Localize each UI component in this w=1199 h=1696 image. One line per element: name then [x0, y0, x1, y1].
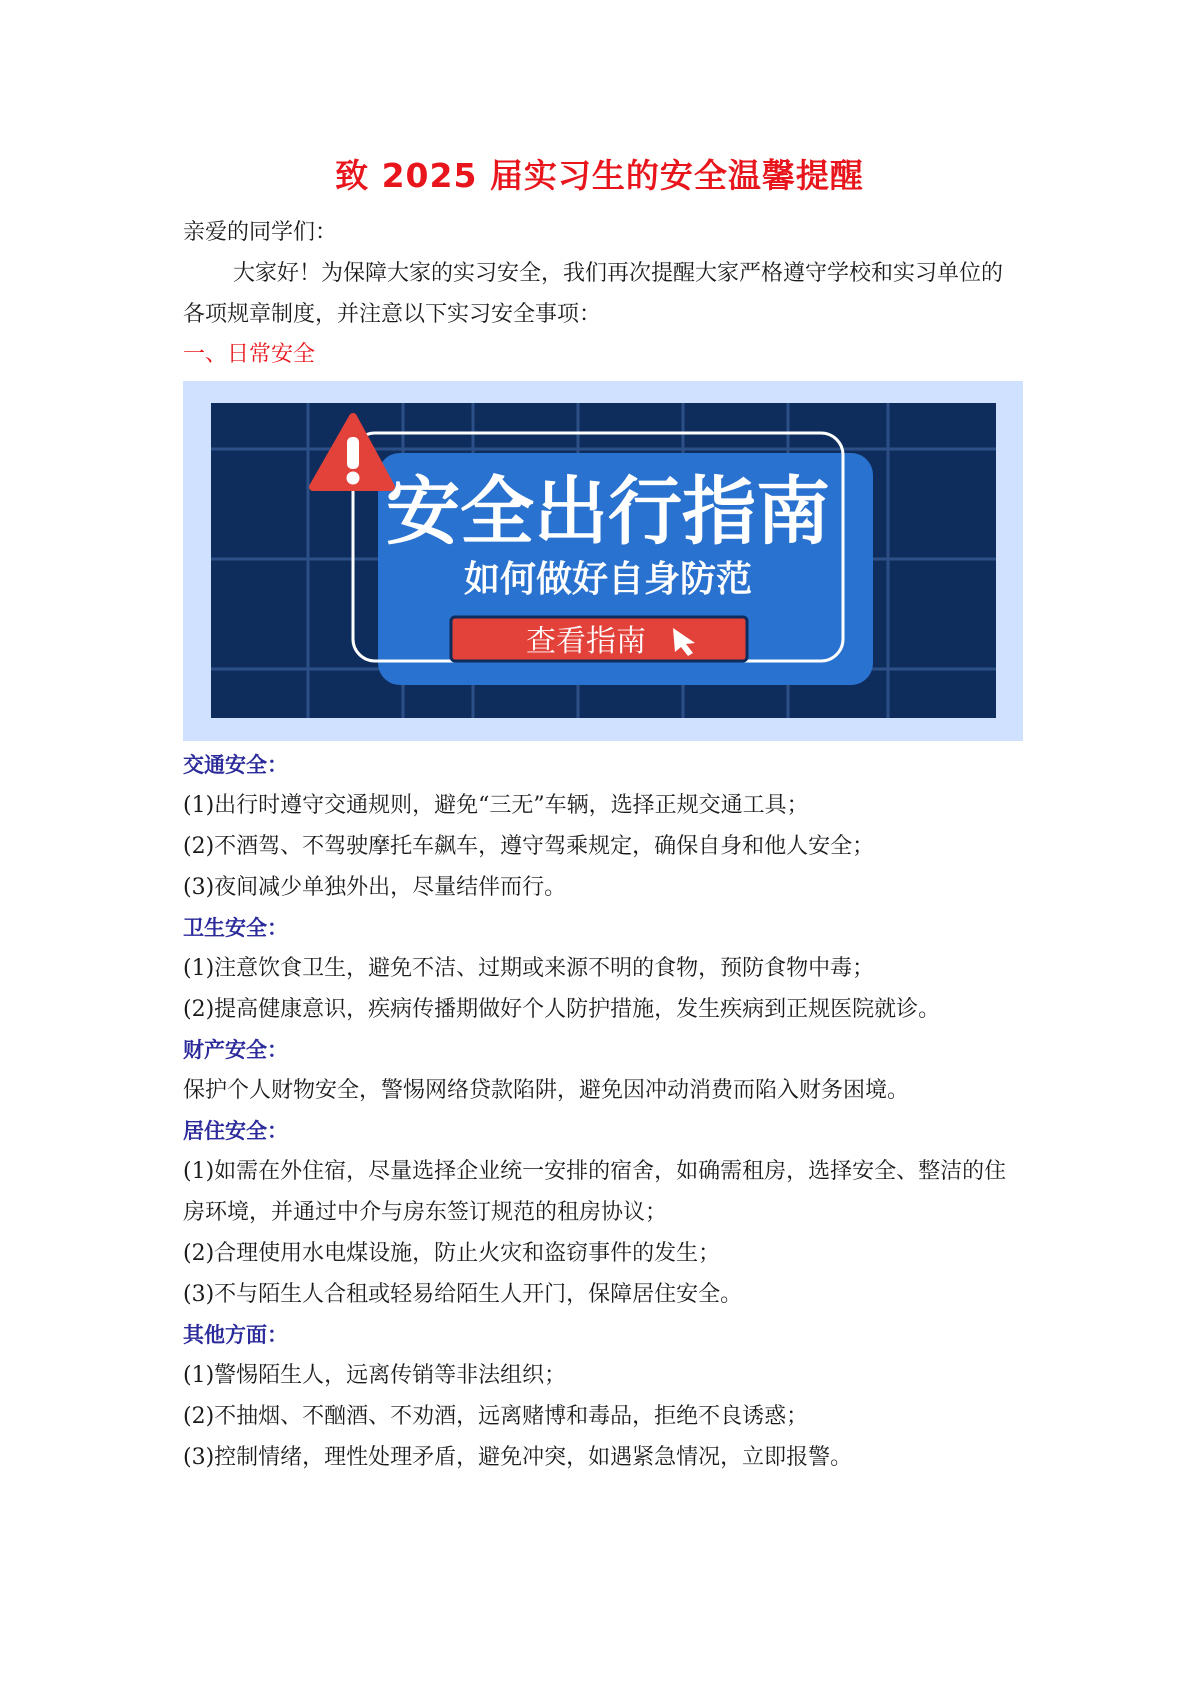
housing-item-3: (3)不与陌生人合租或轻易给陌生人开门，保障居住安全。 [183, 1282, 743, 1307]
health-item-2: (2)提高健康意识，疾病传播期做好个人防护措施，发生疾病到正规医院就诊。 [183, 997, 941, 1022]
banner-subtitle: 如何做好自身防范 [463, 559, 753, 600]
document-title: 致 2025 届实习生的安全温馨提醒 [335, 156, 864, 195]
subheading-health-safety: 卫生安全： [183, 916, 288, 940]
other-item-3: (3)控制情绪，理性处理矛盾，避免冲突，如遇紧急情况，立即报警。 [183, 1445, 853, 1470]
other-item-1: (1)警惕陌生人，远离传销等非法组织； [183, 1363, 567, 1388]
document-body [183, 212, 1019, 1478]
health-item-1: (1)注意饮食卫生，避免不洁、过期或来源不明的食物，预防食物中毒； [183, 956, 875, 981]
banner-graphic [183, 381, 1023, 741]
traffic-item-3: (3)夜间减少单独外出，尽量结伴而行。 [183, 875, 567, 900]
traffic-item-1: (1)出行时遵守交通规则，避免“三无”车辆，选择正规交通工具； [183, 793, 809, 818]
subheading-housing-safety: 居住安全： [183, 1119, 288, 1143]
traffic-item-2: (2)不酒驾、不驾驶摩托车飙车，遵守驾乘规定，确保自身和他人安全； [183, 834, 875, 859]
property-item-1: 保护个人财物安全，警惕网络贷款陷阱，避免因冲动消费而陷入财务困境。 [183, 1078, 910, 1103]
intro-paragraph: 大家好！为保障大家的实习安全，我们再次提醒大家严格遵守学校和实习单位的各项规章制度，并注意以下实习安全事项： [183, 261, 1004, 327]
safety-travel-banner [183, 381, 1023, 741]
subheading-traffic-safety: 交通安全： [183, 753, 288, 777]
subheading-other-aspects: 其他方面： [183, 1323, 288, 1347]
other-item-2: (2)不抽烟、不酗酒、不劝酒，远离赌博和毒品，拒绝不良诱惑； [183, 1404, 809, 1429]
view-guide-button-label: 查看指南 [526, 624, 646, 659]
housing-item-2: (2)合理使用水电煤设施，防止火灾和盗窃事件的发生； [183, 1241, 721, 1266]
subheading-property-safety: 财产安全： [183, 1038, 288, 1062]
section-heading-daily-safety: 一、日常安全 [183, 342, 316, 367]
greeting: 亲爱的同学们： [183, 220, 338, 245]
housing-item-1: (1)如需在外住宿，尽量选择企业统一安排的宿舍，如确需租房，选择安全、整洁的住房环境，并通过中介与房东签订规范的租房协议； [183, 1159, 1007, 1225]
banner-title: 安全出行指南 [386, 469, 830, 555]
